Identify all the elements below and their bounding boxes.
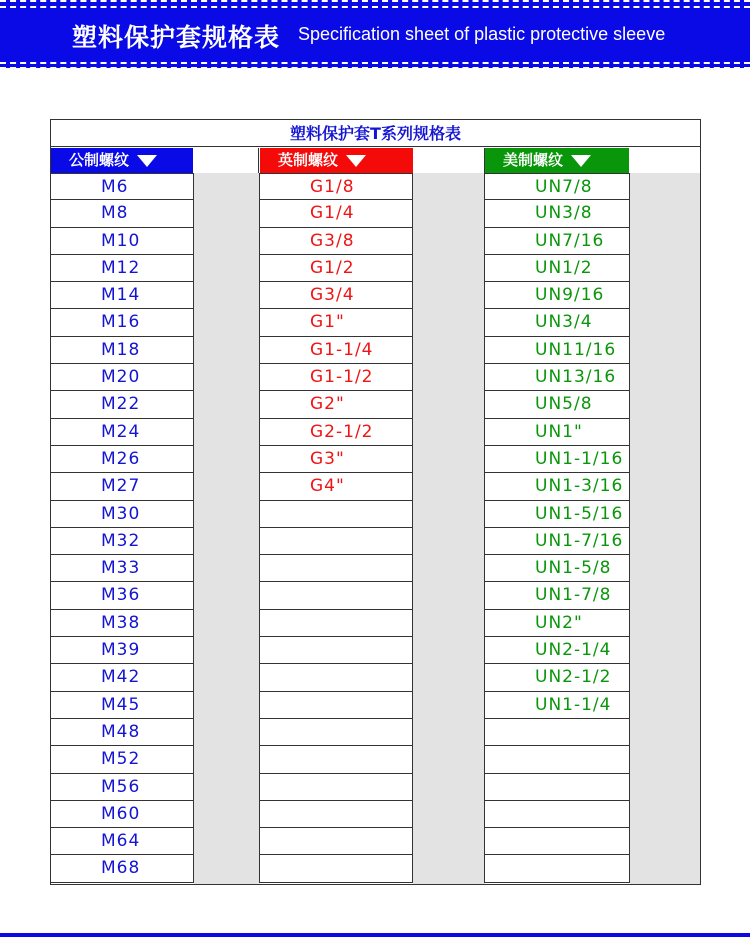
- imperial-thread-column: [259, 173, 413, 883]
- table-cell: UN7/8: [485, 173, 629, 200]
- table-cell: G1/4: [260, 200, 412, 227]
- american-thread-column: [484, 173, 630, 883]
- table-cell: G1/8: [260, 173, 412, 200]
- table-cell: G3/4: [260, 282, 412, 309]
- table-cell: [485, 801, 629, 828]
- table-cell: [260, 555, 412, 582]
- imperial-thread-header-label: 英制螺纹: [278, 151, 339, 169]
- footer-rule: [0, 933, 750, 937]
- table-cell: M56: [51, 774, 193, 801]
- table-cell: UN1-5/8: [485, 555, 629, 582]
- table-cell: UN1": [485, 419, 629, 446]
- table-cell: M6: [51, 173, 193, 200]
- table-cell: M14: [51, 282, 193, 309]
- table-cell: M48: [51, 719, 193, 746]
- american-thread-header-label: 美制螺纹: [503, 151, 564, 169]
- table-cell: [260, 774, 412, 801]
- table-cell: M32: [51, 528, 193, 555]
- table-cell: [485, 774, 629, 801]
- table-cell: M20: [51, 364, 193, 391]
- table-cell: UN1-1/4: [485, 692, 629, 719]
- table-cell: UN11/16: [485, 337, 629, 364]
- gray-separator-column: [413, 173, 485, 884]
- table-cell: G3": [260, 446, 412, 473]
- table-cell: M12: [51, 255, 193, 282]
- metric-thread-column: [51, 173, 194, 883]
- table-cell: [260, 719, 412, 746]
- header-spacer: [413, 148, 485, 173]
- table-cell: UN1-1/16: [485, 446, 629, 473]
- table-cell: UN1-5/16: [485, 501, 629, 528]
- american-thread-header[interactable]: [485, 148, 629, 173]
- table-cell: UN3/4: [485, 309, 629, 336]
- table-cell: G1": [260, 309, 412, 336]
- table-cell: M38: [51, 610, 193, 637]
- table-cell: M42: [51, 664, 193, 691]
- table-cell: M45: [51, 692, 193, 719]
- header-spacer: [193, 148, 259, 173]
- gray-separator-column: [630, 173, 700, 884]
- gray-separator-column: [194, 173, 260, 884]
- table-cell: UN9/16: [485, 282, 629, 309]
- banner-dashed-border-top: [0, 6, 750, 8]
- table-cell: [260, 828, 412, 855]
- table-cell: [260, 801, 412, 828]
- table-cell: M24: [51, 419, 193, 446]
- dropdown-triangle-icon[interactable]: [137, 155, 157, 167]
- table-cell: [260, 582, 412, 609]
- table-cell: G1-1/4: [260, 337, 412, 364]
- table-cell: M27: [51, 473, 193, 500]
- table-cell: G4": [260, 473, 412, 500]
- table-cell: [260, 528, 412, 555]
- table-cell: [485, 855, 629, 882]
- table-cell: M22: [51, 391, 193, 418]
- table-cell: M8: [51, 200, 193, 227]
- table-cell: [485, 719, 629, 746]
- table-cell: G3/8: [260, 228, 412, 255]
- table-cell: G2-1/2: [260, 419, 412, 446]
- table-cell: [260, 855, 412, 882]
- table-cell: UN3/8: [485, 200, 629, 227]
- table-cell: M64: [51, 828, 193, 855]
- table-cell: M18: [51, 337, 193, 364]
- table-cell: UN1-7/16: [485, 528, 629, 555]
- table-cell: G1-1/2: [260, 364, 412, 391]
- table-cell: M68: [51, 855, 193, 882]
- title-banner: [0, 0, 750, 68]
- table-cell: UN2-1/2: [485, 664, 629, 691]
- table-cell: [485, 746, 629, 773]
- table-cell: [260, 746, 412, 773]
- table-cell: M26: [51, 446, 193, 473]
- table-cell: UN7/16: [485, 228, 629, 255]
- table-cell: M10: [51, 228, 193, 255]
- table-cell: M36: [51, 582, 193, 609]
- imperial-thread-header[interactable]: [260, 148, 413, 173]
- table-cell: [260, 664, 412, 691]
- table-cell: M60: [51, 801, 193, 828]
- table-cell: M33: [51, 555, 193, 582]
- table-cell: G2": [260, 391, 412, 418]
- table-cell: UN1/2: [485, 255, 629, 282]
- table-cell: [485, 828, 629, 855]
- table-cell: [260, 637, 412, 664]
- table-cell: [260, 610, 412, 637]
- dropdown-triangle-icon[interactable]: [571, 155, 591, 167]
- table-cell: M16: [51, 309, 193, 336]
- spec-table: [50, 119, 701, 885]
- table-cell: M30: [51, 501, 193, 528]
- table-title: 塑料保护套T系列规格表: [51, 120, 700, 147]
- table-cell: M52: [51, 746, 193, 773]
- table-cell: G1/2: [260, 255, 412, 282]
- table-cell: UN1-3/16: [485, 473, 629, 500]
- table-cell: [260, 501, 412, 528]
- banner-title-english: Specification sheet of plastic protective sleeve: [298, 24, 666, 44]
- table-cell: M39: [51, 637, 193, 664]
- table-cell: [260, 692, 412, 719]
- table-cell: UN2-1/4: [485, 637, 629, 664]
- table-cell: UN2": [485, 610, 629, 637]
- table-cell: UN13/16: [485, 364, 629, 391]
- table-cell: UN5/8: [485, 391, 629, 418]
- banner-title-chinese: 塑料保护套规格表: [72, 23, 281, 52]
- metric-thread-header[interactable]: [51, 148, 193, 173]
- table-cell: UN1-7/8: [485, 582, 629, 609]
- dropdown-triangle-icon[interactable]: [346, 155, 366, 167]
- banner-dashed-border-bottom: [0, 62, 750, 64]
- metric-thread-header-label: 公制螺纹: [69, 151, 130, 169]
